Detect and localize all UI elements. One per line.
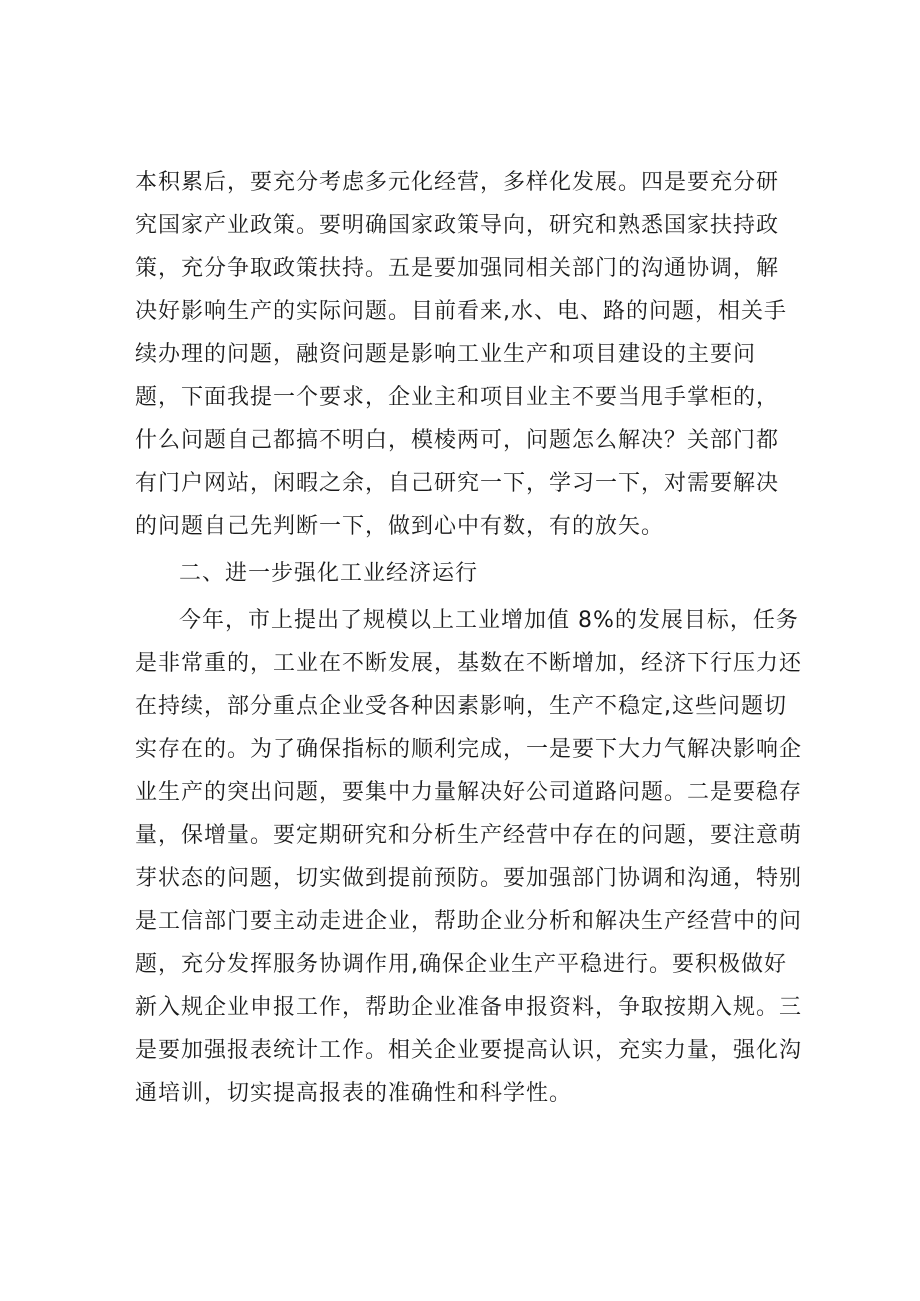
paragraph-line: 题，下面我提一个要求，企业主和项目业主不要当甩手掌柜的， <box>135 385 780 410</box>
paragraph-line: 是工信部门要主动走进企业，帮助企业分析和解决生产经营中的问 <box>135 909 803 934</box>
paragraph-line: 新入规企业申报工作，帮助企业准备申报资料，争取按期入规。三 <box>135 995 803 1020</box>
paragraph-line: 业生产的突出问题，要集中力量解决好公司道路问题。二是要稳存 <box>135 780 803 805</box>
paragraph-line: 续办理的问题，融资问题是影响工业生产和项目建设的主要问 <box>135 342 757 367</box>
paragraph-line: 究国家产业政策。要明确国家政策导向，研究和熟悉国家扶持政 <box>135 213 780 238</box>
section-heading: 二、进一步强化工业经济运行 <box>179 561 479 586</box>
paragraph-line: 什么问题自己都搞不明白，模棱两可，问题怎么解决？关部门都 <box>135 428 780 453</box>
paragraph-line: 芽状态的问题，切实做到提前预防。要加强部门协调和沟通，特别 <box>135 866 803 891</box>
paragraph-line: 今年，市上提出了规模以上工业增加值 8%的发展目标，任务 <box>179 608 799 633</box>
paragraph-line: 是非常重的，工业在不断发展，基数在不断增加，经济下行压力还 <box>135 651 803 676</box>
paragraph-line: 有门户网站，闲暇之余，自己研究一下，学习一下，对需要解决 <box>135 471 780 496</box>
paragraph-line: 策，充分争取政策扶持。五是要加强同相关部门的沟通协调，解 <box>135 256 780 281</box>
paragraph-line: 是要加强报表统计工作。相关企业要提高认识，充实力量，强化沟 <box>135 1038 803 1063</box>
paragraph-line: 实存在的。为了确保指标的顺利完成，一是要下大力气解决影响企 <box>135 737 803 762</box>
paragraph-line: 题，充分发挥服务协调作用,确保企业生产平稳进行。要积极做好 <box>135 952 787 977</box>
paragraph-line: 在持续，部分重点企业受各种因素影响，生产不稳定,这些问题切 <box>135 694 787 719</box>
paragraph-line: 的问题自己先判断一下，做到心中有数，有的放矢。 <box>135 514 665 539</box>
paragraph-line: 决好影响生产的实际问题。目前看来,水、电、路的问题，相关手 <box>135 299 787 324</box>
paragraph-line: 量，保增量。要定期研究和分析生产经营中存在的问题，要注意萌 <box>135 823 803 848</box>
paragraph-line: 通培训，切实提高报表的准确性和科学性。 <box>135 1081 573 1106</box>
paragraph-line: 本积累后，要充分考虑多元化经营，多样化发展。四是要充分研 <box>135 170 780 195</box>
